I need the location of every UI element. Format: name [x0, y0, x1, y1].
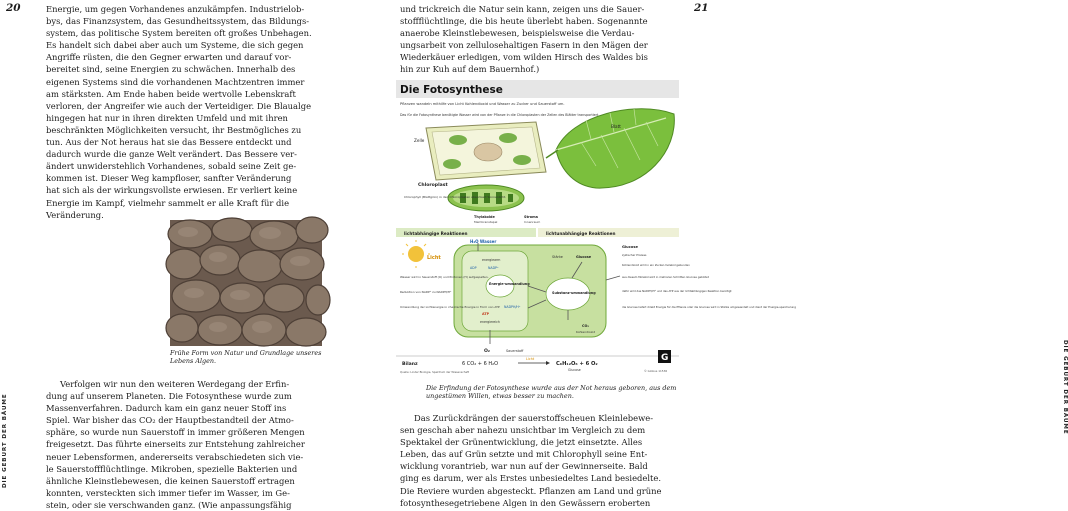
energy-conversion-node [486, 275, 514, 297]
figure-intro: Das für die Fotosynthese benötigte Wasser wird von der Pflanze in die Chloroplasten der Zellen des Blätter transportiert. [400, 113, 600, 117]
cell-illustration [426, 122, 546, 180]
text-line: Spiel. War bisher das CO₂ der Hauptbestandteil der Atmo- [46, 415, 294, 426]
text-line: verloren, der Angreifer wie auch der Verteidiger. Die Blaualge [46, 100, 312, 111]
text-line: dung auf unserem Planeten. Die Fotosynthese wurde zum [46, 391, 292, 402]
water-label: H₂O Wasser [470, 239, 497, 244]
label-chloroplast: Chloroplast [418, 183, 448, 188]
text-line: freigesetzt. Das führte einerseits zur Entstehung zahlreicher [46, 439, 305, 450]
left-top-paragraph [46, 3, 324, 221]
left-page [0, 0, 360, 510]
text-line: am stärksten. Am Ende haben beide wertvolle Lebenskraft [46, 88, 296, 99]
text-line: Verfolgen wir nun den weiteren Werdegang der Erfin- [60, 379, 290, 389]
figure-subtitle: Pflanzen wandeln mithilfe von Licht Kohlendioxid und Wasser zu Zucker und Sauerstoff um. [400, 102, 565, 106]
text-line: hin zur Kuh auf dem Bauernhof.) [400, 64, 540, 75]
text-line: Das Zurückdrängen der sauerstoffscheuen Kleinlebewe- [414, 413, 654, 423]
text-line: Die Reviere wurden abgesteckt. Pflanzen am Land und grüne [400, 485, 662, 496]
text-line: Wiederkäuer erledigen, vom wilden Hirsch des Waldes bis [400, 52, 648, 63]
photo-caption: Frühe Form von Natur und Grundlage unseres Lebens Algen. [170, 349, 322, 366]
right-note: aus diesem Molekül wird in mehreren Schritten Glucose gebildet [622, 275, 709, 279]
text-line: sphäre, so wurde nun Sauerstoff in immer größeren Mengen [46, 427, 305, 438]
text-line: und trickreich die Natur sein kann, zeigen uns die Sauer- [400, 4, 645, 14]
glucose-label: Glucose [576, 255, 592, 259]
left-bottom-paragraph [46, 378, 324, 511]
text-line: le Sauerstoffflüchtlinge. Mikroben, spezielle Bakterien und [46, 463, 298, 474]
figure-title: Die Fotosynthese [400, 84, 503, 96]
text-line: bereitet sind, seine Energien zu schwächen. Innerhalb des [46, 64, 296, 75]
side-title-right: DIE GEBURT DER BÄUME [1062, 340, 1068, 435]
right-note: zyklischer Prozess [622, 253, 647, 257]
text-line: anaerobe Kleinstlebewesen, beispielsweise die Verdau- [400, 28, 635, 39]
right-notes-head: Glucose [622, 245, 638, 249]
right-top-paragraph [400, 3, 683, 76]
text-line: Spektakel der Grünentwicklung, die jetzt einsetzte. Alles [400, 437, 643, 448]
text-line: wicklung vorantrieb, war nun auf der Gewinnerseite. Bald [400, 461, 648, 472]
text-line: ändert unwiderstehlich Vorhandenes, sobald seine Zeit ge- [46, 161, 297, 172]
dark-reactions-title: lichtunabhängige Reaktionen [546, 231, 616, 236]
globus-logo-letter: G [661, 353, 669, 363]
energy-rich-label: energiereich [480, 320, 500, 324]
text-line: dadurch wurde die ganze Welt verändert. Das Bessere ver- [46, 149, 297, 160]
label-cell: Zelle [414, 138, 425, 143]
substance-conversion-label: Substanz-umwandlung [552, 291, 596, 295]
equation-left: 6 CO₂ + 6 H₂O [462, 361, 499, 367]
nadp-label: NADP⁺ [488, 266, 499, 270]
text-line: Leben, das auf Grün setzte und mit Chlorophyll seine Ent- [400, 449, 648, 460]
right-bottom-paragraph [400, 412, 683, 509]
equation-right: C₆H₁₂O₆ + 6 O₂ [556, 361, 598, 367]
algae-rock-photo [170, 220, 322, 346]
label-thylakoid: Thylakoide [474, 215, 495, 219]
text-line: Massenverfahren. Dadurch kam ein ganz neuer Stoff ins [46, 403, 287, 414]
co2-formula: CO₂ [582, 324, 589, 328]
label-stroma: Stroma [524, 215, 538, 219]
right-note: die Glucose liefert direkt Energie für die Pflanze oder die Glucose wird in Stärke umgewandelt und dient der Energie-speicherung [622, 305, 796, 309]
text-line: stoffflüchtlinge, die bis heute überlebt haben. Sogenannte [400, 16, 648, 27]
text-line: system, das politische System bereiten oft großes Unbehagen. [46, 28, 312, 39]
text-line: tun. Aus der Not heraus hat sie das Bessere entdeckt und [46, 137, 292, 148]
starch-label: Stärke [552, 255, 563, 259]
oxygen-label: Sauerstoff [506, 349, 524, 353]
figure-copyright: © Globus 11536 [644, 369, 668, 373]
text-line: ähnliche Kleinstlebewesen, die keinen Sauerstoff ertragen [46, 475, 295, 486]
equation-sub: Glucose [568, 368, 581, 372]
energy-poor-label: energiearm [482, 258, 501, 262]
text-line: Angriffe rüsten, die den Gegner erwarten und darauf vor- [46, 52, 292, 63]
text-line: Energie im Kampf, vielmehr sammelt er alle Kraft für die [46, 197, 290, 208]
adp-label: ADP [470, 266, 477, 270]
leaf-illustration [546, 109, 674, 188]
left-note: Wasser wird in Sauerstoff (O) und Protonen (H) aufgespalten. [400, 275, 489, 279]
text-line: beschränkten Möglichkeiten versucht, ihr Bestmögliches zu [46, 124, 302, 135]
text-line: neuer Lebensformen, andererseits verabschiedeten sich vie- [46, 451, 304, 462]
light-label: Licht [427, 255, 441, 261]
text-line: konnten, versteckten sich immer tiefer im Wasser, im Ge- [46, 487, 290, 498]
text-line: Veränderung. [46, 209, 104, 220]
text-line: hat sich als der wirkungsvollste erwiesen. Er verliert keine [46, 185, 298, 196]
photosynthesis-figure [396, 80, 796, 375]
light-reactions-title: lichtabhängige Reaktionen [404, 231, 468, 236]
co2-label: Kohlendioxid [576, 330, 596, 334]
page-number-left: 20 [6, 2, 21, 14]
chloroplast-note: Chlorophyll (Blattgrün) in den Chloroplasten absorbiert Sonnenlicht. [404, 195, 507, 199]
label-leaf: Blatt [611, 124, 621, 129]
balance-label: Bilanz [402, 362, 418, 367]
text-line: ging es darum, wer als Erstes unbesiedeltes Land besiedelte. [400, 473, 662, 484]
equation-light-label: Licht [526, 357, 535, 361]
text-line: Es handelt sich dabei aber auch um Systeme, die sich gegen [46, 40, 304, 51]
label-interior: Innenraum [524, 220, 541, 224]
text-line: fotosynthesegetriebene Algen in den Gewässern eroberten [400, 497, 651, 508]
energy-conversion-label: Energie-umwandlung [489, 282, 530, 286]
side-title-left: DIE GEBURT DER BÄUME [2, 393, 8, 488]
right-note: dafür wird das NADPH/H⁺ und das ATP aus der lichtabhängigen Reaktion benötigt [622, 289, 732, 293]
atp-label: ATP [482, 312, 490, 316]
text-line: kommen ist. Dieser Weg kampfloser, sanfter Veränderung [46, 173, 292, 184]
left-note: Reduktion von NADP⁺ zu NADPH/H⁺ [400, 290, 452, 294]
label-membrane: Membranstapel [474, 220, 498, 224]
page-number-right: 21 [694, 2, 709, 14]
text-line: stein, oder sie verschwanden ganz. (Wie anpassungsfähig [46, 499, 292, 510]
sun-icon [402, 240, 430, 268]
figure-caption: Die Erfindung der Fotosynthese wurde aus der Not heraus geboren, aus dem ungestümen Willen, etwas besser zu machen. [426, 384, 677, 401]
text-line: sen geschah aber nahezu unsichtbar im Vergleich zu dem [400, 425, 646, 436]
right-note: Kohlendioxid wird in ein Zucker-molekül gebunden [622, 263, 690, 267]
left-note: Umwandlung der Lichtenergie in chemische Energie in Form von ATP [400, 305, 500, 309]
text-line: Energie, um gegen Vorhandenes anzukämpfen. Industrielob- [46, 4, 305, 14]
oxygen-formula: O₂ [484, 349, 490, 354]
text-line: ungsarbeit von zellulosehaltigen Fasern in den Mägen der [400, 40, 648, 51]
nadph-label: NADPH/H⁺ [504, 305, 521, 309]
figure-source: Quelle: Linder Biologie, Spektrum der Wissenschaft [400, 370, 470, 374]
text-line: hingegen hat nur in ihren direkten Umfeld und mit ihren [46, 112, 288, 123]
text-line: eigenen Systems sind die vorhandenen Machtzentren immer [46, 76, 305, 87]
text-line: bys, das Finanzsystem, das Gesundheitssystem, das Bildungs- [46, 16, 310, 27]
equation-arrowhead [546, 361, 550, 365]
